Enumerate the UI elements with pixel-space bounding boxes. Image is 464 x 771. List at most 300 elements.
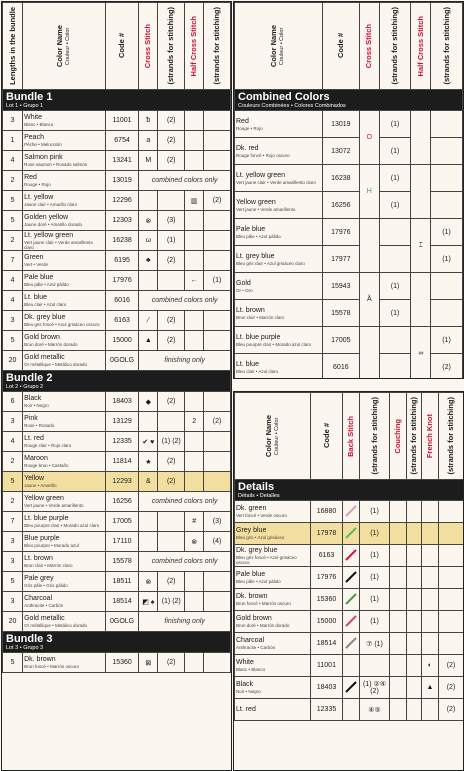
half-strands: (1) xyxy=(431,219,463,246)
table-row[interactable] xyxy=(235,523,464,545)
half-cross-symbol-icon xyxy=(185,472,204,492)
back-stitch-line-icon xyxy=(343,655,360,677)
color-name-translation: Bleu pâle • Azul pálido xyxy=(236,579,281,584)
color-name-translation: Bleu pourpre • Morado azul xyxy=(24,543,79,548)
length-cell: 4 xyxy=(3,151,23,171)
table-row[interactable] xyxy=(3,392,231,412)
code-cell: 16238 xyxy=(105,231,139,251)
couching-symbol-icon xyxy=(390,589,407,611)
cross-stitch-symbol-icon: ✔ ♥ xyxy=(139,432,158,452)
length-cell: 3 xyxy=(3,412,23,432)
cross-stitch-symbol-icon xyxy=(139,532,158,552)
color-name: Dk. red xyxy=(236,144,259,152)
length-cell: 5 xyxy=(3,572,23,592)
header-cross-stitch: Cross Stitch xyxy=(364,23,374,69)
table-row[interactable] xyxy=(235,567,464,589)
table-row[interactable] xyxy=(3,231,231,251)
cross-stitch-strands xyxy=(158,271,185,291)
color-name: Lt. brown xyxy=(236,306,265,314)
couching-strands xyxy=(407,611,422,633)
code-cell: 11001 xyxy=(105,111,139,131)
color-name-translation: Bleu gris • Azul grisáceo xyxy=(236,535,285,540)
length-cell: 5 xyxy=(3,331,23,351)
table-row[interactable] xyxy=(3,432,231,452)
code-cell: 0GOLG xyxy=(105,351,139,371)
length-cell: 4 xyxy=(3,271,23,291)
half-cross-symbol-icon xyxy=(185,111,204,131)
cross-strands: (1) xyxy=(379,300,411,327)
back-stitch-line-icon xyxy=(343,677,360,699)
section-subtitle: Détails • Detalles xyxy=(238,493,280,499)
french-knot-symbol-icon xyxy=(422,545,439,567)
table-row[interactable] xyxy=(235,111,463,138)
color-name-cell xyxy=(235,327,323,354)
table-row[interactable] xyxy=(3,331,231,351)
color-name-translation: Vert jaune • Verde amarillento xyxy=(24,503,84,508)
color-name-translation: Bleu gris foncé • Azul grisáceo oscuro xyxy=(24,322,100,327)
table-row[interactable] xyxy=(3,111,231,131)
french-knot-symbol-icon xyxy=(422,699,439,721)
section-subtitle: Lot 1 • Grupo 1 xyxy=(6,103,44,109)
half-cross-strands xyxy=(204,472,231,492)
header-couching: Couching xyxy=(393,418,402,454)
color-name: Pale grey xyxy=(24,575,54,582)
combined-cross-symbol-icon: O xyxy=(359,111,379,165)
couching-symbol-icon xyxy=(390,501,407,523)
color-name: Yellow green xyxy=(236,198,276,206)
table-row[interactable] xyxy=(235,501,464,523)
french-knot-symbol-icon xyxy=(422,611,439,633)
color-name: Gold xyxy=(236,279,251,287)
length-cell: 5 xyxy=(3,472,23,492)
cross-stitch-strands xyxy=(158,191,185,211)
cross-stitch-strands: (1) xyxy=(158,231,185,251)
length-cell: 2 xyxy=(3,171,23,191)
couching-symbol-icon xyxy=(390,523,407,545)
color-name: Red xyxy=(24,174,37,181)
cross-stitch-symbol-icon: ω xyxy=(139,231,158,251)
combined-half-symbol-icon xyxy=(411,273,431,327)
table-row[interactable] xyxy=(3,452,231,472)
cross-stitch-strands: (2) xyxy=(158,472,185,492)
half-cross-symbol-icon xyxy=(185,251,204,271)
code-cell: 15578 xyxy=(105,552,139,572)
table-row[interactable] xyxy=(3,612,231,632)
color-name-translation: Rose saumon • Rosado salmón xyxy=(24,162,88,167)
half-cross-strands: (3) xyxy=(204,512,231,532)
color-name: Yellow green xyxy=(24,495,64,502)
cross-stitch-symbol-icon xyxy=(139,271,158,291)
length-cell: 3 xyxy=(3,311,23,331)
cross-stitch-strands: (2) xyxy=(158,572,185,592)
back-stitch-line-icon xyxy=(343,567,360,589)
color-name-translation: Or métallique • Metálico dorado xyxy=(24,362,87,367)
color-name-cell xyxy=(23,231,106,251)
back-stitch-strands: (1) xyxy=(360,523,390,545)
color-name: Dk. grey blue xyxy=(24,314,66,321)
color-name: White xyxy=(236,659,254,666)
color-name-translation: Bleu pourpre clair • Morado azul claro xyxy=(24,523,100,528)
color-name-translation: Vert jaune • Verde amarillento xyxy=(236,206,296,212)
color-name-cell xyxy=(235,165,323,192)
half-strands xyxy=(431,273,463,300)
half-cross-strands xyxy=(204,331,231,351)
code-cell: 12335 xyxy=(311,699,343,721)
code-cell: 13129 xyxy=(105,412,139,432)
color-name-translation: Noir • Negro xyxy=(24,403,49,408)
color-name: Lt. grey blue xyxy=(236,252,275,260)
color-name-translation: Brun clair • Marrón claro xyxy=(236,314,285,320)
color-name: Gold brown xyxy=(24,334,60,341)
table-row[interactable] xyxy=(3,211,231,231)
header-strands-2: (strands for stitching) xyxy=(212,7,222,85)
color-name-cell xyxy=(23,592,106,612)
couching-strands xyxy=(407,699,422,721)
table-row[interactable] xyxy=(235,327,463,354)
header-strands: (strands for stitching) xyxy=(166,7,176,85)
length-cell: 7 xyxy=(3,512,23,532)
code-cell: 16256 xyxy=(322,192,359,219)
color-name-translation: Rose • Rosado xyxy=(24,423,55,428)
color-name: Pale blue xyxy=(236,225,266,233)
french-knot-symbol-icon: ▲ xyxy=(422,677,439,699)
length-cell: 5 xyxy=(3,653,23,673)
couching-strands xyxy=(407,589,422,611)
table-row[interactable] xyxy=(3,311,231,331)
half-cross-symbol-icon: ⊗ xyxy=(185,532,204,552)
color-name: Lt. red xyxy=(236,705,256,713)
left-body xyxy=(3,90,231,673)
color-name-translation: Bleu gris clair • Azul grisáceo claro xyxy=(236,260,305,266)
color-name-cell xyxy=(235,699,311,721)
couching-symbol-icon xyxy=(390,655,407,677)
combined-colors-table xyxy=(233,1,464,379)
table-row[interactable] xyxy=(235,589,464,611)
table-row[interactable] xyxy=(235,545,464,567)
length-cell: 2 xyxy=(3,231,23,251)
color-name: Lt. blue purple xyxy=(236,333,281,341)
color-name-translation: Noir • Negro xyxy=(236,689,261,694)
half-cross-symbol-icon xyxy=(185,392,204,412)
cross-stitch-symbol-icon: ᵬ xyxy=(139,111,158,131)
color-name-cell xyxy=(235,300,323,327)
color-name-cell xyxy=(23,572,106,592)
half-cross-symbol-icon xyxy=(185,592,204,612)
cross-stitch-strands: (2) xyxy=(158,251,185,271)
table-row[interactable] xyxy=(235,219,463,246)
half-cross-strands xyxy=(204,592,231,612)
half-cross-symbol-icon xyxy=(185,452,204,472)
color-name-cell xyxy=(23,311,106,331)
half-cross-strands xyxy=(204,231,231,251)
half-cross-symbol-icon: ▥ xyxy=(185,191,204,211)
color-name-cell xyxy=(235,192,323,219)
half-cross-strands xyxy=(204,111,231,131)
table-row[interactable] xyxy=(3,291,231,311)
french-knot-strands xyxy=(439,545,464,567)
table-row[interactable] xyxy=(3,171,231,191)
half-cross-symbol-icon xyxy=(185,432,204,452)
header-strands-3: (strands for stitching) xyxy=(446,397,455,475)
header-length: Lengths in the bundle xyxy=(7,7,17,85)
table-row[interactable] xyxy=(235,677,464,699)
color-name-cell xyxy=(235,589,311,611)
back-stitch-strands: (1) xyxy=(360,567,390,589)
length-cell: 6 xyxy=(3,392,23,412)
color-name-translation: Pêche • Melocotón xyxy=(24,142,62,147)
header-strands: (strands for stitching) xyxy=(390,7,400,85)
combined-note: combined colors only xyxy=(139,492,231,512)
cross-strands: (1) xyxy=(379,138,411,165)
color-name-cell xyxy=(23,612,106,632)
table-row[interactable] xyxy=(3,472,231,492)
color-name: Dk. green xyxy=(236,505,267,512)
color-name-cell xyxy=(23,532,106,552)
code-cell: 15943 xyxy=(322,273,359,300)
combined-cross-symbol-icon: H xyxy=(359,165,379,219)
french-knot-strands xyxy=(439,501,464,523)
half-cross-symbol-icon: ← xyxy=(185,271,204,291)
color-name: Yellow xyxy=(24,475,45,482)
color-name-cell xyxy=(23,331,106,351)
cross-stitch-strands: (3) xyxy=(158,211,185,231)
code-cell: 6163 xyxy=(105,311,139,331)
combined-note: combined colors only xyxy=(139,552,231,572)
color-name-translation: Vert jaune clair • Verde amarillento claro xyxy=(236,179,316,185)
color-name: Pale blue xyxy=(236,571,266,578)
header-strands-2: (strands for stitching) xyxy=(441,7,451,85)
combined-cross-symbol-icon xyxy=(359,327,379,380)
code-cell: 11001 xyxy=(311,655,343,677)
combined-note: combined colors only xyxy=(139,291,231,311)
cross-strands: (1) xyxy=(379,165,411,192)
color-name: Lt. brown xyxy=(24,555,53,562)
color-name-cell xyxy=(235,567,311,589)
back-stitch-line-icon xyxy=(343,611,360,633)
half-cross-symbol-icon xyxy=(185,572,204,592)
cross-stitch-symbol-icon: ⊠ xyxy=(139,653,158,673)
code-cell: 15000 xyxy=(311,611,343,633)
length-cell: 4 xyxy=(3,291,23,311)
back-stitch-strands: (1) xyxy=(360,611,390,633)
left-color-table xyxy=(1,1,232,771)
table-row[interactable] xyxy=(235,655,464,677)
cross-stitch-symbol-icon: ⁄ xyxy=(139,311,158,331)
color-name-cell xyxy=(235,246,323,273)
details-table-grid xyxy=(234,392,464,721)
french-knot-strands xyxy=(439,589,464,611)
color-name-cell xyxy=(23,432,106,452)
color-name-translation: Brun foncé • Marrón oscuro xyxy=(24,664,79,669)
combined-header-row xyxy=(235,3,463,90)
details-body xyxy=(235,501,464,721)
half-cross-strands xyxy=(204,151,231,171)
couching-symbol-icon xyxy=(390,699,407,721)
combined-cross-symbol-icon xyxy=(359,219,379,273)
table-row[interactable] xyxy=(3,572,231,592)
color-name: Blue purple xyxy=(24,535,60,542)
couching-symbol-icon xyxy=(390,611,407,633)
color-name-translation: Brun foncé • Marrón oscuro xyxy=(236,601,291,606)
color-name: Charcoal xyxy=(24,595,53,602)
header-color-name: Color Name Couleur • Color xyxy=(269,24,286,68)
table-row[interactable] xyxy=(3,412,231,432)
section-subtitle: Lot 2 • Grupo 2 xyxy=(6,384,44,390)
table-row[interactable] xyxy=(3,492,231,512)
half-cross-strands xyxy=(204,251,231,271)
cross-stitch-strands: (2) xyxy=(158,653,185,673)
header-color-name: Color Name Couleur • Color xyxy=(54,24,71,68)
section-subtitle: Lot 3 • Grupo 3 xyxy=(6,645,44,651)
code-cell: 17978 xyxy=(311,523,343,545)
color-name: Lt. yellow green xyxy=(236,171,286,179)
half-cross-symbol-icon xyxy=(185,653,204,673)
code-cell: 15000 xyxy=(105,331,139,351)
half-cross-symbol-icon xyxy=(185,151,204,171)
cross-strands: (1) xyxy=(379,192,411,219)
table-row[interactable] xyxy=(235,699,464,721)
color-name-cell xyxy=(23,452,106,472)
color-name: Maroon xyxy=(24,455,48,462)
length-cell: 2 xyxy=(3,492,23,512)
table-row[interactable] xyxy=(3,191,231,211)
half-strands: (1) xyxy=(431,246,463,273)
color-name: Golden yellow xyxy=(24,214,69,221)
code-cell: 15360 xyxy=(105,653,139,673)
table-row[interactable] xyxy=(3,512,231,532)
length-cell: 3 xyxy=(3,552,23,572)
table-row[interactable] xyxy=(3,151,231,171)
french-knot-symbol-icon xyxy=(422,633,439,655)
color-name-translation: Rouge foncé • Rojo oscuro xyxy=(236,152,290,158)
cross-stitch-strands: (1) (2) xyxy=(158,432,185,452)
cross-stitch-strands: (2) xyxy=(158,392,185,412)
section-header-bundle xyxy=(3,371,231,392)
code-cell: 12335 xyxy=(105,432,139,452)
code-cell: 13072 xyxy=(322,138,359,165)
half-cross-strands xyxy=(204,432,231,452)
cross-stitch-symbol-icon: M xyxy=(139,151,158,171)
cross-stitch-symbol-icon: ◆ xyxy=(139,392,158,412)
couching-strands xyxy=(407,523,422,545)
details-table xyxy=(233,391,464,771)
color-name: Gold brown xyxy=(236,615,272,622)
half-cross-strands: (4) xyxy=(204,532,231,552)
cross-stitch-symbol-icon: ★ xyxy=(139,452,158,472)
header-strands: (strands for stitching) xyxy=(369,397,379,475)
color-name-cell xyxy=(235,354,323,380)
color-name-cell xyxy=(235,545,311,567)
length-cell: 2 xyxy=(3,452,23,472)
table-row[interactable] xyxy=(235,633,464,655)
color-name-translation: Rouge • Rojo xyxy=(236,125,263,131)
section-title: Details xyxy=(238,481,275,493)
half-cross-symbol-icon: # xyxy=(185,512,204,532)
code-cell: 12293 xyxy=(105,472,139,492)
code-cell: 16880 xyxy=(311,501,343,523)
table-row[interactable] xyxy=(3,532,231,552)
cross-stitch-symbol-icon: & xyxy=(139,472,158,492)
table-row[interactable] xyxy=(3,653,231,673)
section-title: Bundle 3 xyxy=(6,633,53,645)
color-name-translation: Rouge brun • Castaño xyxy=(24,463,69,468)
back-stitch-line-icon xyxy=(343,699,360,721)
half-strands xyxy=(431,138,463,165)
back-stitch-strands: (1) xyxy=(360,545,390,567)
table-row[interactable] xyxy=(235,165,463,192)
table-row[interactable] xyxy=(235,611,464,633)
color-name: Dk. brown xyxy=(24,656,56,663)
color-name: Charcoal xyxy=(236,637,265,644)
color-name: Lt. yellow green xyxy=(24,231,74,239)
color-name-translation: Vert • Verde xyxy=(24,262,48,267)
color-name-cell xyxy=(23,111,106,131)
color-name-cell xyxy=(235,111,323,138)
cross-stitch-strands: (2) xyxy=(158,111,185,131)
code-cell: 17976 xyxy=(311,567,343,589)
length-cell: 20 xyxy=(3,351,23,371)
half-cross-symbol-icon xyxy=(185,131,204,151)
color-name: Black xyxy=(236,681,254,688)
header-cross-stitch: Cross Stitch xyxy=(143,23,153,69)
color-name-translation: Jaune • Amarillo xyxy=(24,483,57,488)
table-row[interactable] xyxy=(3,552,231,572)
table-row[interactable] xyxy=(3,351,231,371)
table-row[interactable] xyxy=(3,131,231,151)
half-cross-strands xyxy=(204,653,231,673)
french-knot-strands: (2) xyxy=(439,655,464,677)
color-name-cell xyxy=(23,412,106,432)
table-row[interactable] xyxy=(235,273,463,300)
half-cross-symbol-icon xyxy=(185,331,204,351)
couching-symbol-icon xyxy=(390,677,407,699)
code-cell: 17976 xyxy=(105,271,139,291)
header-back-stitch: Back Stitch xyxy=(346,415,355,457)
table-row[interactable] xyxy=(3,271,231,291)
half-cross-symbol-icon: 2 xyxy=(185,412,204,432)
color-name: Gold metallic xyxy=(24,615,65,622)
french-knot-symbol-icon: ◐ xyxy=(422,655,439,677)
color-name-translation: Bleu pâle • Azul pálido xyxy=(236,233,281,239)
table-row[interactable] xyxy=(3,592,231,612)
color-name-translation: Brun clair • Marrón claro xyxy=(24,563,73,568)
code-cell: 17005 xyxy=(105,512,139,532)
color-name-cell xyxy=(23,472,106,492)
color-name: Lt. red xyxy=(24,435,44,442)
couching-strands xyxy=(407,567,422,589)
table-row[interactable] xyxy=(3,251,231,271)
combined-half-symbol-icon: ∞ xyxy=(411,327,431,380)
color-name-cell xyxy=(23,211,106,231)
cross-stitch-symbol-icon: ◩ ♠ xyxy=(139,592,158,612)
half-cross-strands: (2) xyxy=(204,412,231,432)
back-stitch-strands: (1) xyxy=(360,501,390,523)
color-name: Lt. blue xyxy=(236,360,259,368)
half-cross-strands xyxy=(204,572,231,592)
length-cell: 3 xyxy=(3,592,23,612)
couching-symbol-icon xyxy=(390,633,407,655)
color-name-translation: Or métallique • Metálico dorado xyxy=(24,623,87,628)
color-name-cell xyxy=(235,633,311,655)
color-name: Grey blue xyxy=(236,527,267,534)
section-title: Combined Colors xyxy=(238,91,330,103)
code-cell: 6754 xyxy=(105,131,139,151)
code-cell: 16238 xyxy=(322,165,359,192)
length-cell: 5 xyxy=(3,191,23,211)
french-knot-symbol-icon xyxy=(422,523,439,545)
color-name: Dk. brown xyxy=(236,593,268,600)
code-cell: 12296 xyxy=(105,191,139,211)
